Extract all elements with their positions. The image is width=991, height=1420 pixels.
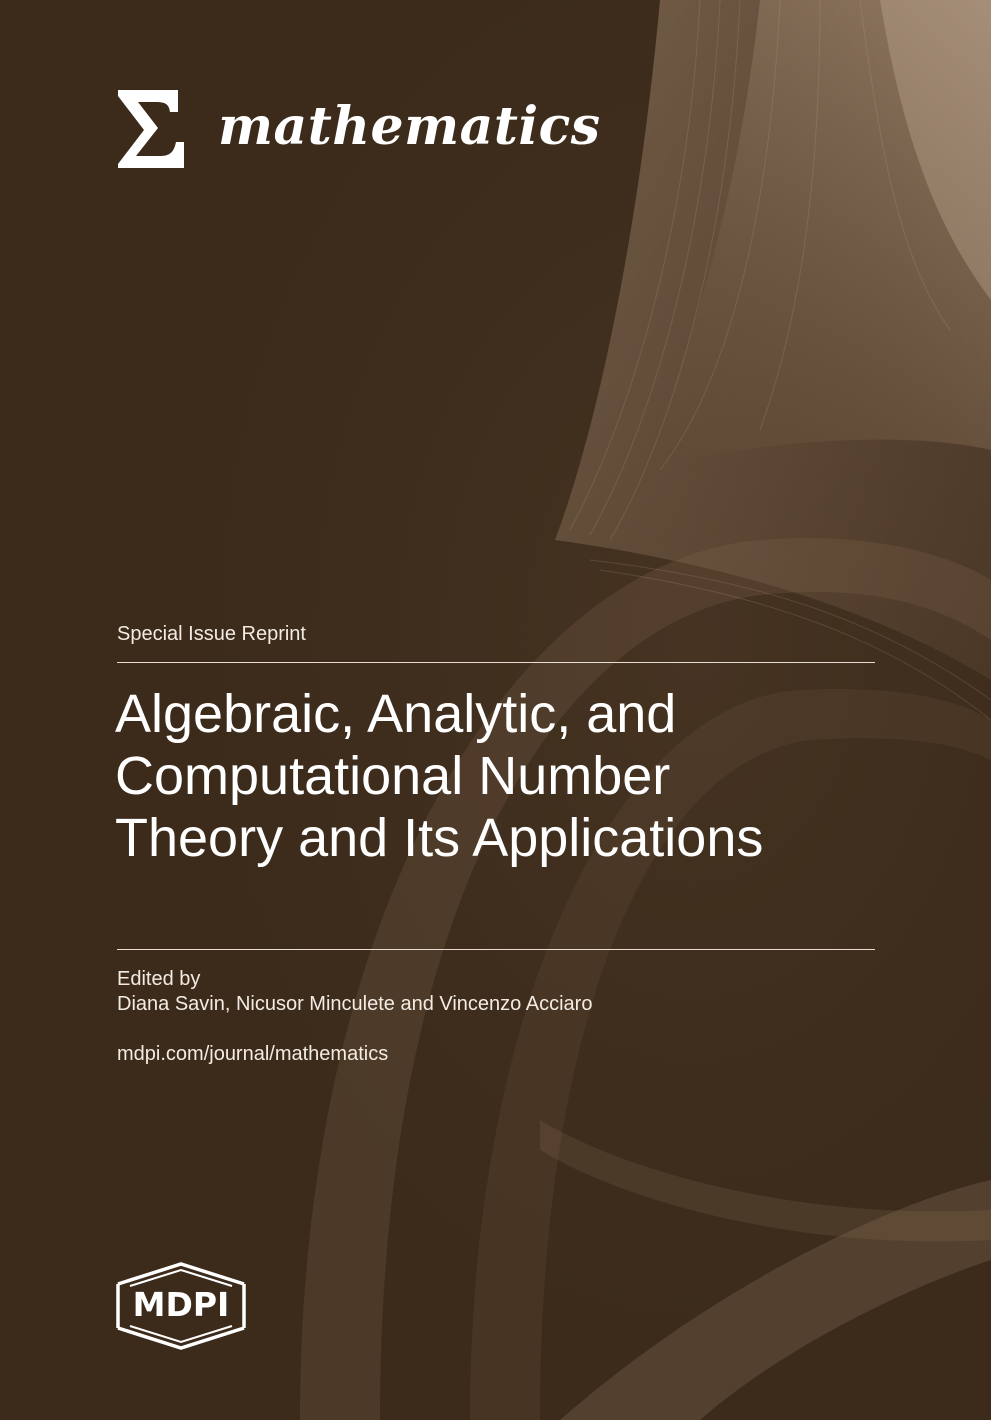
special-issue-label: Special Issue Reprint bbox=[117, 623, 306, 645]
journal-url: mdpi.com/journal/mathematics bbox=[117, 1043, 389, 1065]
journal-name: mathematics bbox=[218, 96, 601, 157]
edited-by-label: Edited by bbox=[117, 968, 201, 990]
book-title bbox=[115, 683, 875, 869]
editors-names: Diana Savin, Nicusor Minculete and Vincenzo Acciaro bbox=[117, 993, 593, 1015]
sigma-icon bbox=[116, 88, 186, 170]
title-line: Theory and Its Applications bbox=[115, 808, 764, 868]
title-line: Computational Number bbox=[115, 746, 671, 806]
title-line: Algebraic, Analytic, and bbox=[115, 684, 677, 744]
divider-bottom bbox=[117, 949, 875, 950]
publisher-name: MDPI bbox=[132, 1285, 230, 1324]
divider-top bbox=[117, 662, 875, 663]
